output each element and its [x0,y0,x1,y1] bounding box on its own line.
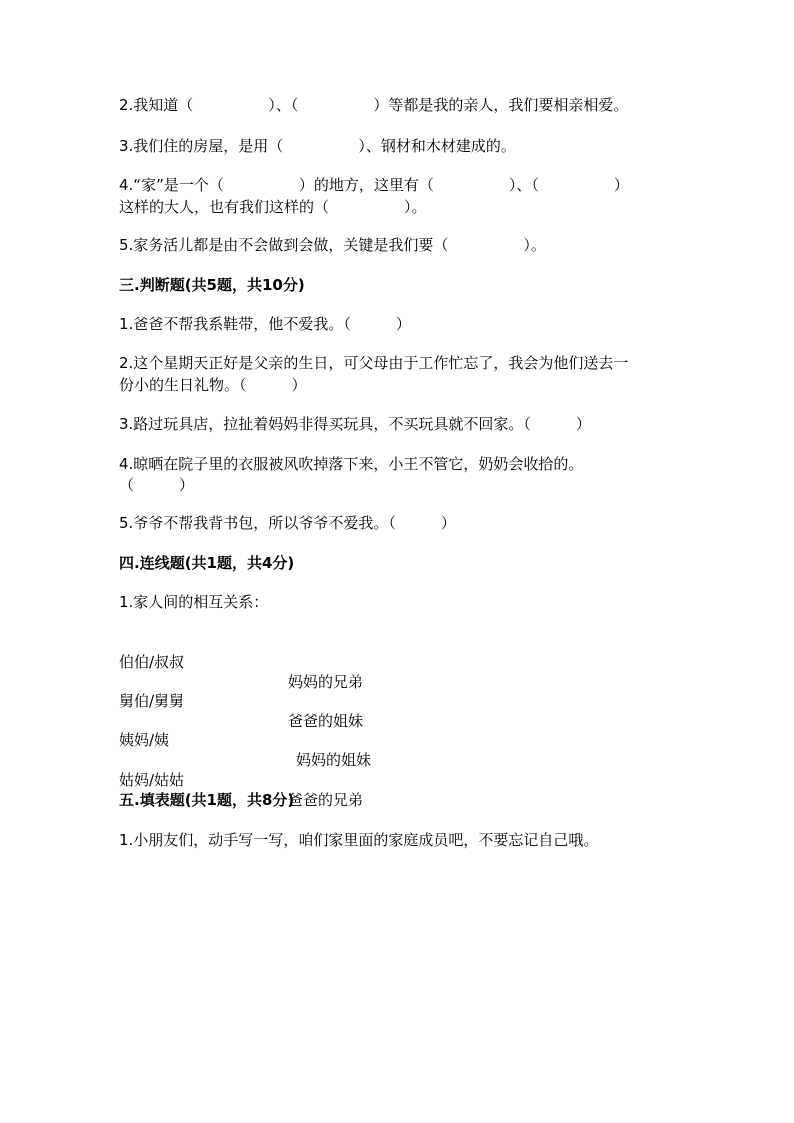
fill-blank-question-4-line-2: 这样的大人，也有我们这样的（ ）。 [119,198,427,216]
matching-left-item[interactable]: 姑妈/姑姑 [119,771,185,789]
judge-question-4-line-1: 4.晾晒在院子里的衣服被风吹掉落下来，小王不管它，奶奶会收拾的。 [119,455,584,473]
judge-question-5: 5.爷爷不帮我背书包，所以爷爷不爱我。（ ） [119,514,456,532]
table-question: 1.小朋友们，动手写一写，咱们家里面的家庭成员吧，不要忘记自己哦。 [119,831,599,849]
matching-left-item[interactable]: 舅伯/舅舅 [119,692,185,710]
judge-question-1: 1.爸爸不帮我系鞋带，他不爱我。（ ） [119,315,411,333]
matching-right-item[interactable]: 爸爸的姐妹 [288,712,364,730]
judge-question-3: 3.路过玩具店，拉扯着妈妈非得买玩具，不买玩具就不回家。（ ） [119,415,591,433]
matching-right-item[interactable]: 爸爸的兄弟 [288,791,364,809]
section-3-heading: 三.判断题(共5题，共10分) [119,276,305,294]
judge-question-4-line-2: （ ） [119,476,195,494]
fill-blank-question-4-line-1: 4.“家”是一个（ ）的地方，这里有（ ）、（ ） [119,176,629,194]
fill-blank-question-3: 3.我们住的房屋，是用（ ）、钢材和木材建成的。 [119,137,516,155]
fill-blank-question-5: 5.家务活儿都是由不会做到会做，关键是我们要（ ）。 [119,236,546,254]
matching-left-item[interactable]: 姨妈/姨 [119,731,170,749]
judge-question-2-line-1: 2.这个星期天正好是父亲的生日，可父母由于工作忙忘了，我会为他们送去一 [119,354,629,372]
section-5-heading: 五.填表题(共1题，共8分) [119,791,295,809]
matching-left-item[interactable]: 伯伯/叔叔 [119,653,185,671]
fill-blank-question-2: 2.我知道（ ）、（ ）等都是我的亲人，我们要相亲相爱。 [119,96,629,114]
matching-question: 1.家人间的相互关系： [119,593,269,611]
matching-right-item[interactable]: 妈妈的姐妹 [296,751,372,769]
judge-question-2-line-2: 份小的生日礼物。（ ） [119,376,307,394]
section-4-heading: 四.连线题(共1题，共4分) [119,554,295,572]
matching-right-item[interactable]: 妈妈的兄弟 [288,673,364,691]
